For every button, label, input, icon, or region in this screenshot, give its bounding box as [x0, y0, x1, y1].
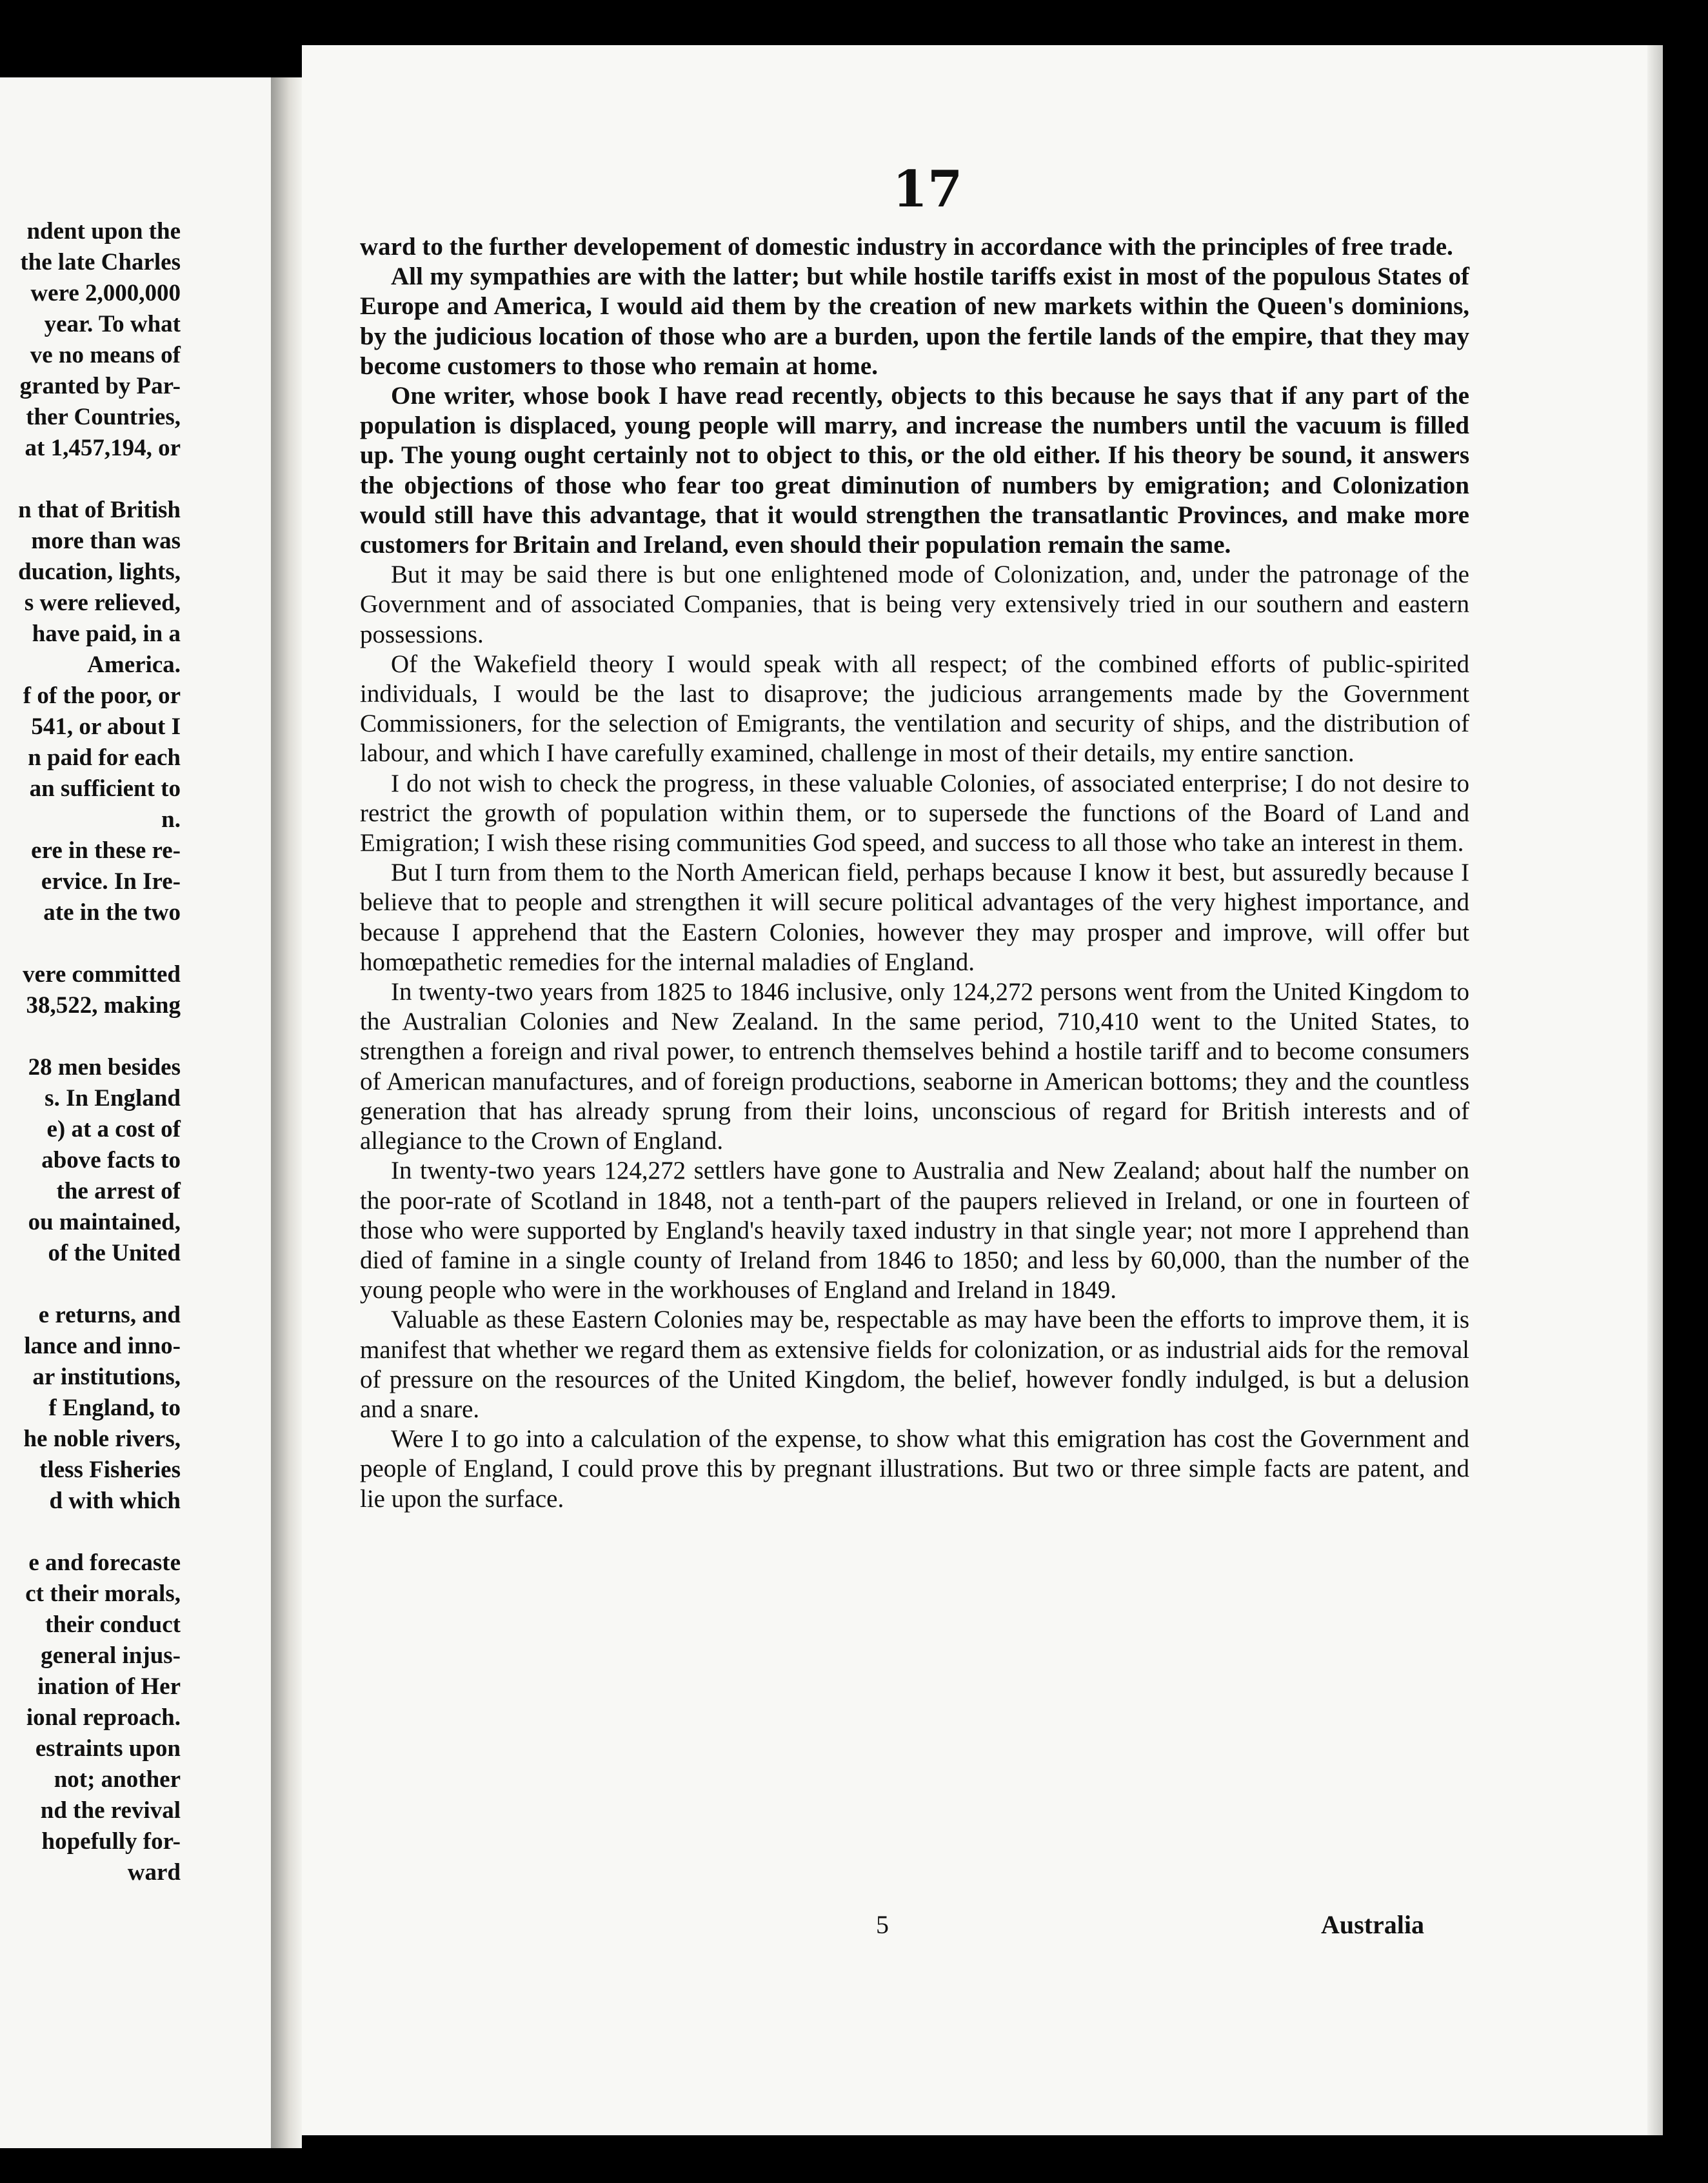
- signature-mark: 5: [876, 1910, 889, 1939]
- left-page-line: estraints upon: [35, 1735, 181, 1762]
- left-page-line: [0, 1269, 181, 1300]
- left-page-line: more than was: [31, 528, 181, 554]
- left-page-line: hopefully for-: [41, 1828, 181, 1855]
- left-page-line: s. In England: [45, 1085, 181, 1111]
- left-page: [0, 77, 271, 2148]
- left-page-line: [0, 1021, 181, 1052]
- left-page-line: tless Fisheries: [39, 1457, 181, 1483]
- left-page-line: of the United: [48, 1240, 181, 1266]
- paragraph: But I turn from them to the North American field, perhaps because I know it best, but assuredly because I believe that to people and strengthen it will secure political advantages of the very highest importance, and because I apprehend that the Eastern Colonies, however they may prosper and improve, will offer but homœpathetic remedies for the internal maladies of England.: [360, 859, 1469, 976]
- left-page-line: nd the revival: [40, 1797, 181, 1824]
- left-page-line: e returns, and: [38, 1302, 181, 1328]
- paragraph: I do not wish to check the progress, in these valuable Colonies, of associated enterprise; I do not desire to restrict the growth of population within them, or to supersede the functions of the Board of Land and Emigration; I wish these rising communities God speed, and success to all those who take an interest in them.: [360, 769, 1469, 857]
- left-page-line: the late Charles: [20, 249, 181, 275]
- left-page-line: general injus-: [41, 1642, 181, 1669]
- book-gutter: [271, 77, 302, 2148]
- left-page-line: n.: [161, 806, 181, 833]
- left-page-line: not; another: [54, 1766, 181, 1793]
- left-page-line: s were relieved,: [24, 590, 181, 616]
- left-page-line: ward: [127, 1859, 181, 1886]
- left-page-line: at 1,457,194, or: [25, 435, 181, 461]
- left-page-text-column: [0, 216, 181, 1888]
- left-page-line: e and forecaste: [28, 1550, 181, 1576]
- paragraph: In twenty-two years 124,272 settlers have gone to Australia and New Zealand; about half the number on the poor-rate of Scotland in 1848, not a tenth-part of the paupers relieved in Ireland, or one in fourteen of those who were supported by England's heavily taxed industry in that single year; not more I apprehend than died of famine in a single county of Ireland from 1846 to 1850; and less by 60,000, than the number of the young people who were in the workhouses of England and Ireland in 1849.: [360, 1157, 1469, 1304]
- left-page-line: ther Countries,: [26, 404, 181, 430]
- paragraph: Were I to go into a calculation of the expense, to show what this emigration has cost the Government and people of England, I could prove this by pregnant illustrations. But two or three simple facts are patent, and lie upon the surface.: [360, 1425, 1469, 1513]
- left-page-line: he noble rivers,: [23, 1426, 181, 1452]
- left-page-line: 541, or about I: [31, 713, 181, 740]
- left-page-line: vere committed: [23, 961, 181, 988]
- paragraph: Of the Wakefield theory I would speak with all respect; of the combined efforts of public-spirited individuals, I would be the last to disaprove; the judicious arrangements made by the Government Commissioners, for the selection of Emigrants, the ventilation and security of ships, and the distribution of labour, and which I have carefully examined, challenge in most of their details, my entire sanction.: [360, 650, 1469, 768]
- page-number: 17: [892, 160, 963, 219]
- left-page-line: ervice. In Ire-: [41, 868, 181, 895]
- page-edge: [1647, 45, 1663, 2135]
- paragraph: In twenty-two years from 1825 to 1846 inclusive, only 124,272 persons went from the United Kingdom to the Australian Colonies and New Zealand. In the same period, 710,410 went to the United States, to strengthen a foreign and rival power, to entrench themselves behind a hostile tariff and to become consumers of American manufactures, and of foreign productions, seaborne in American bottoms; they and the countless generation that has already sprung from their loins, unconscious of regard for British interests and of allegiance to the Crown of England.: [360, 978, 1469, 1155]
- left-page-line: have paid, in a: [32, 621, 181, 647]
- left-page-line: their conduct: [45, 1611, 181, 1638]
- catchword: Australia: [1321, 1910, 1424, 1939]
- left-page-line: an sufficient to: [29, 775, 181, 802]
- left-page-line: [0, 1517, 181, 1548]
- left-page-line: [0, 464, 181, 495]
- paragraph: Valuable as these Eastern Colonies may be, respectable as may have been the efforts to improve them, it is manifest that whether we regard them as extensive fields for colonization, or as industrial aids for the removal of pressure on the resources of the United Kingdom, the belief, however fondly indulged, is but a delusion and a snare.: [360, 1306, 1469, 1423]
- left-page-line: ination of Her: [37, 1673, 181, 1700]
- left-page-line: ate in the two: [43, 899, 181, 926]
- left-page-line: the arrest of: [56, 1178, 181, 1204]
- left-page-line: were 2,000,000: [30, 280, 181, 306]
- left-page-line: e) at a cost of: [46, 1116, 181, 1142]
- left-page-line: f of the poor, or: [23, 683, 181, 709]
- left-page-line: ve no means of: [30, 342, 181, 368]
- left-page-line: America.: [87, 652, 181, 678]
- left-page-line: ct their morals,: [25, 1580, 181, 1607]
- body-text: [360, 232, 1469, 1514]
- left-page-line: ere in these re-: [31, 837, 181, 864]
- right-page: [302, 45, 1663, 2135]
- left-page-line: d with which: [49, 1488, 181, 1514]
- left-page-line: granted by Par-: [19, 373, 181, 399]
- paragraph: One writer, whose book I have read recently, objects to this because he says that if any part of the population is displaced, young people will marry, and increase the numbers until the vacuum is filled up. The young ought certainly not to object to this, or the old either. If his theory be sound, it answers the objections of those who fear too great diminution of numbers by emigration; and Colonization would still have this advantage, that it would strengthen the transatlantic Provinces, and make more customers for Britain and Ireland, even should their population remain the same.: [360, 382, 1469, 559]
- paragraph: ward to the further developement of domestic industry in accordance with the principles of free trade.: [360, 233, 1453, 261]
- left-page-line: year. To what: [44, 311, 181, 337]
- left-page-line: ar institutions,: [32, 1364, 181, 1390]
- left-page-line: n that of British: [18, 497, 181, 523]
- left-page-line: ional reproach.: [26, 1704, 181, 1731]
- left-page-line: [0, 928, 181, 959]
- left-page-line: f England, to: [48, 1395, 181, 1421]
- paragraph: All my sympathies are with the latter; but while hostile tariffs exist in most of the populous States of Europe and America, I would aid them by the creation of new markets within the Queen's dominions, by the judicious location of those who are a burden, upon the fertile lands of the empire, that they may become customers to those who remain at home.: [360, 263, 1469, 380]
- left-page-line: ducation, lights,: [18, 559, 181, 585]
- left-page-line: above facts to: [41, 1147, 181, 1173]
- left-page-line: ndent upon the: [26, 218, 181, 244]
- left-page-line: 28 men besides: [28, 1054, 181, 1081]
- left-page-line: n paid for each: [28, 744, 181, 771]
- left-page-line: ou maintained,: [28, 1209, 181, 1235]
- paragraph: But it may be said there is but one enlightened mode of Colonization, and, under the patronage of the Government and of associated Companies, that is being very extensively tried in our southern and eastern possessions.: [360, 561, 1469, 648]
- left-page-line: 38,522, making: [26, 992, 181, 1019]
- left-page-line: lance and inno-: [24, 1333, 181, 1359]
